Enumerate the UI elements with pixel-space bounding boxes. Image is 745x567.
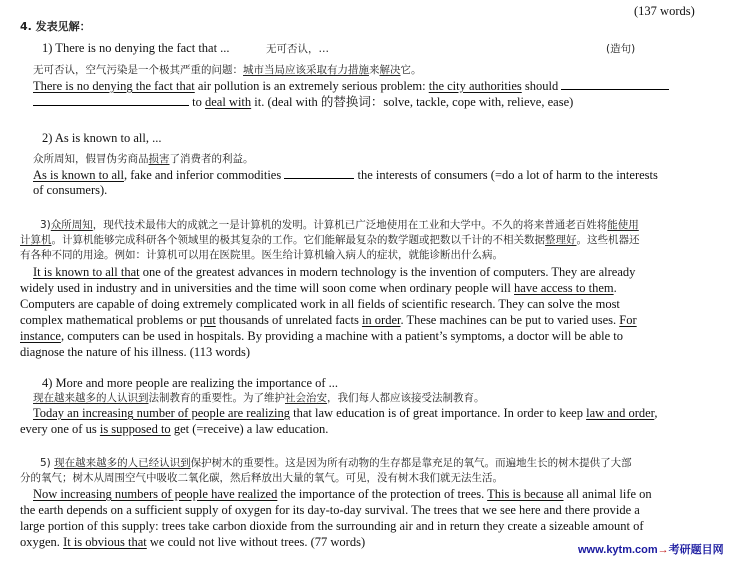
s5-chinese-line1: 5) 现在越来越多的人已经认识到保护树木的重要性。这是因为所有动物的生存都是靠充足的氧气。而遍地生长的树木提供了大部 bbox=[40, 457, 632, 469]
s4-prompt: 4) More and more people are realizing the importance of ... bbox=[42, 376, 339, 390]
s2-chinese: 众所周知，假冒伪劣商品损害了消费者的利益。 bbox=[33, 153, 254, 165]
s4-english-line2: every one of us is supposed to get (=receive) a law education. bbox=[20, 422, 329, 436]
s2-english-line1: As is known to all, fake and inferior commodities the interests of consumers (=do a lot of harm to the interests bbox=[33, 168, 658, 182]
watermark-site: 考研题目网 bbox=[668, 544, 724, 556]
s3-english-line4: complex mathematical problems or put thousands of unrelated facts in order. These machines can be put to varied uses. For bbox=[20, 313, 637, 327]
s3-chinese-line3: 有各种不同的用途。例如：计算机可以用在医院里。医生给计算机输入病人的症状，就能诊断出什么病。 bbox=[20, 249, 503, 261]
section-heading: 4. 发表见解： bbox=[20, 20, 91, 33]
s3-english-line1: It is known to all that one of the greatest advances in modern technology is the invention of computers. They are already bbox=[33, 265, 636, 279]
s1-english-line2: to deal with it. (deal with 的替换词：solve, tackle, cope with, relieve, ease) bbox=[33, 94, 573, 111]
s3-chinese-line1: 3)众所周知，现代技术最伟大的成就之一是计算机的发明。计算机已广泛地使用在工业和大学中。不久的将来普通老百姓将能使用 bbox=[40, 219, 639, 231]
s3-english-line5: instance, computers can be used in hospitals. By providing a machine with a patient’s symptoms, a doctor will be able to bbox=[20, 329, 624, 343]
arrow-icon: → bbox=[657, 544, 669, 556]
s5-english-line4: oxygen. It is obvious that we could not live without trees. (77 words) bbox=[20, 535, 366, 549]
s3-english-line2: widely used in industry and in universities and the time will soon come when ordinary people will have access to them. bbox=[20, 281, 617, 295]
s1-prompt-cn: 无可否认，… bbox=[266, 43, 329, 55]
s5-english-line1: Now increasing numbers of people have realized the importance of the protection of trees. This is because all animal life on bbox=[33, 487, 652, 501]
s1-blank-1[interactable] bbox=[561, 78, 669, 90]
s1-blank-2[interactable] bbox=[33, 94, 189, 106]
s2-prompt: 2) As is known to all, ... bbox=[42, 131, 162, 145]
s1-chinese: 无可否认，空气污染是一个极其严重的问题：城市当局应该采取有力措施来解决它。 bbox=[33, 64, 422, 76]
s5-chinese-line2: 分的氧气；树木从周围空气中吸收二氧化碳，然后释放出大量的氧气。可见，没有树木我们就无法生活。 bbox=[20, 472, 503, 484]
s1-tag: (造句) bbox=[606, 43, 636, 55]
s5-english-line2: the earth depends on a sufficient supply of oxygen for its day-to-day survival. The trees that we see here and there provide a bbox=[20, 503, 640, 517]
s2-blank[interactable] bbox=[284, 167, 354, 179]
s4-chinese: 现在越来越多的人认识到法制教育的重要性。为了维护社会治安，我们每人都应该接受法制教育。 bbox=[33, 392, 485, 404]
s4-english-line1: Today an increasing number of people are realizing that law education is of great importance. In order to keep law and order, bbox=[33, 406, 658, 420]
s3-english-line3: Computers are capable of doing extremely complicated work in all fields of scientific research. They can solve the most bbox=[20, 297, 620, 311]
s1-english-line1: There is no denying the fact that air pollution is an extremely serious problem: the city authorities should bbox=[33, 78, 669, 95]
s3-chinese-line2: 计算机。计算机能够完成科研各个领域里的极其复杂的工作。它们能解最复杂的数学题或把数以千计的不相关数据整理好。这些机器还 bbox=[20, 234, 640, 246]
s1-prompt: 1) There is no denying the fact that ... bbox=[42, 41, 230, 55]
site-watermark[interactable] bbox=[578, 541, 724, 557]
s2-english-line2: of consumers). bbox=[33, 183, 108, 197]
s5-english-line3: large portion of this supply: trees take carbon dioxide from the surrounding air and in return they create a sizeable amount of bbox=[20, 519, 644, 533]
s3-english-line6: diagnose the nature of his illness. (113 words) bbox=[20, 345, 251, 359]
word-count: (137 words) bbox=[634, 4, 695, 18]
watermark-url: www.kytm.com bbox=[578, 544, 658, 556]
